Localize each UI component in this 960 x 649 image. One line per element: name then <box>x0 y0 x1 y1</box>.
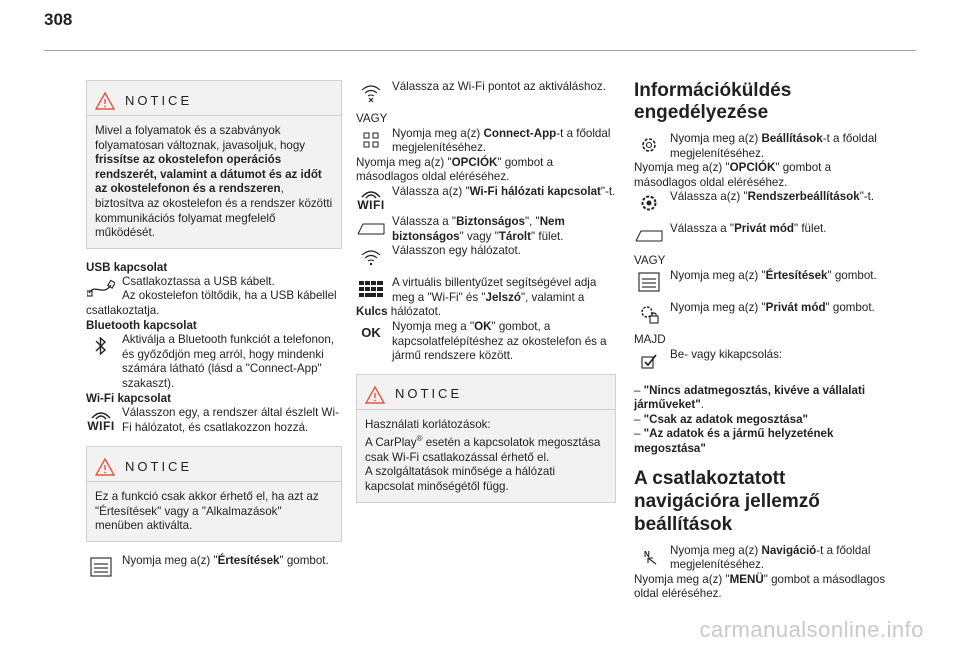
notice-line-1: Használati korlátozások: <box>365 417 491 431</box>
system-settings-icon <box>634 190 664 216</box>
notice-header <box>87 453 341 482</box>
security-tab-step <box>356 215 616 244</box>
wifi-activate-text: Válassza az Wi-Fi pontot az aktiváláshoz. <box>392 80 606 93</box>
notifications-icon <box>86 554 116 580</box>
toggle-step <box>634 348 896 374</box>
notice-text: Ez a funkció csak akkor érhető el, ha azt az "Értesítések" vagy a "Alkalmazások" menüben aktiválta. <box>95 490 319 533</box>
choose-network-step <box>356 244 616 270</box>
column-3 <box>634 80 896 602</box>
wifi-heading: Wi-Fi kapcsolat <box>86 391 171 405</box>
notifications-text: Nyomja meg a(z) "Értesítések" gombot. <box>670 268 877 282</box>
section-heading-connected-nav: A csatlakoztatott navigációra jellemző beállítások <box>634 467 820 535</box>
option-data-position: – "Az adatok és a jármű helyzetének megosztása" <box>634 427 834 455</box>
wifi-logo-icon: WIFI <box>356 185 386 215</box>
settings-step <box>634 132 896 161</box>
connect-app-step <box>356 127 616 156</box>
watermark: carmanualsonline.info <box>699 617 924 642</box>
bluetooth-text: Aktiválja a Bluetooth funkciót a telefonon, és győződjön meg arról, hogy mindenki számára látható (lásd a "Connect-App" szakaszt). <box>122 333 335 390</box>
header-rule <box>44 50 916 51</box>
usb-text-1: Csatlakoztassa a USB kábelt. <box>122 275 275 289</box>
svg-text:N: N <box>644 549 650 559</box>
notice-box-os-update <box>86 80 342 249</box>
ok-step <box>356 320 616 364</box>
wifi-logo-icon: WIFI <box>86 406 116 436</box>
menu-text: Nyomja meg a(z) "MENÜ" gombot a másodlagos oldal eléréséhez. <box>634 572 886 601</box>
column-1 <box>86 80 342 580</box>
private-tab-text: Válassza a "Privát mód" fület. <box>670 222 827 236</box>
keyboard-step <box>356 276 616 305</box>
keyboard-text: A virtuális billentyűzet segítségével adja meg a "Wi-Fi" és "Jelszó", valamint a <box>392 276 597 304</box>
ok-text: Nyomja meg a "OK" gombot, a kapcsolatfelépítéshez az okostelefon és a jármű rendszere között. <box>392 319 607 363</box>
private-mode-icon <box>634 301 664 327</box>
notifications-step <box>634 269 896 295</box>
column-2 <box>356 80 616 515</box>
warning-icon <box>365 386 385 404</box>
warning-icon <box>95 92 115 110</box>
wifi-network-text: Válassza a(z) "Wi-Fi hálózati kapcsolat"-t. <box>392 184 616 198</box>
notice-title: NOTICE <box>125 92 193 108</box>
choose-network-text: Válasszon egy hálózatot. <box>392 244 521 258</box>
private-mode-text: Nyomja meg a(z) "Privát mód" gombot. <box>670 300 875 314</box>
notifications-icon <box>634 269 664 295</box>
notifications-text: Nyomja meg a(z) "Értesítések" gombot. <box>122 553 329 567</box>
security-tab-text: Válassza a "Biztonságos", "Nem biztonságos" vagy "Tárolt" fület. <box>392 214 565 243</box>
or-label: VAGY <box>634 254 666 268</box>
wifi-icon <box>356 244 386 270</box>
navigation-step <box>634 544 896 573</box>
navigation-text: Nyomja meg a(z) Navigáció-t a főoldal megjelenítéséhez. <box>670 543 871 572</box>
settings-gear-icon <box>634 132 664 158</box>
or-label: VAGY <box>356 112 388 125</box>
wifi-step <box>86 406 342 436</box>
apps-grid-icon <box>356 127 386 153</box>
wifi-text: Válasszon egy, a rendszer által észlelt Wi-Fi hálózatot, és csatlakozzon hozzá. <box>122 406 339 434</box>
warning-icon <box>95 458 115 476</box>
system-settings-step <box>634 190 896 216</box>
usb-text-2: Az okostelefon töltődik, ha a USB kábellel csatlakoztatja. <box>86 289 337 317</box>
usb-heading: USB kapcsolat <box>86 260 168 274</box>
bluetooth-step <box>86 333 342 391</box>
usb-cable-icon <box>86 275 116 301</box>
notice-title: NOTICE <box>125 458 193 474</box>
wifi-activate-step <box>356 80 616 106</box>
bluetooth-heading: Bluetooth kapcsolat <box>86 318 197 332</box>
notifications-step <box>86 554 342 580</box>
option-no-sharing: – "Nincs adatmegosztás, kivéve a vállalati járműveket". <box>634 383 866 412</box>
options-text: Nyomja meg a(z) "OPCIÓK" gombot a másodlagos oldal eléréséhez. <box>356 155 554 184</box>
ok-button-icon: OK <box>361 324 381 340</box>
wifi-off-icon <box>356 80 386 106</box>
tab-icon <box>356 215 386 241</box>
then-label: MAJD <box>634 332 666 346</box>
toggle-text: Be- vagy kikapcsolás: <box>670 347 783 361</box>
page-number: 308 <box>44 10 73 29</box>
options-text: Nyomja meg a(z) "OPCIÓK" gombot a másodlagos oldal eléréséhez. <box>634 161 832 189</box>
notice-title: NOTICE <box>395 386 463 402</box>
system-settings-text: Válassza a(z) "Rendszerbeállítások"-t. <box>670 190 875 204</box>
navigation-icon <box>634 544 664 570</box>
notice-header <box>357 381 615 410</box>
checkbox-icon <box>634 348 664 374</box>
keyboard-text-cont: Kulcs hálózatot. <box>356 305 442 319</box>
private-mode-step <box>634 301 896 327</box>
notice-line-2: A CarPlay® esetén a kapcsolatok megosztása csak Wi-Fi csatlakozással érhető el. <box>365 434 601 464</box>
settings-text: Nyomja meg a(z) Beállítások-t a főoldal megjelenítéséhez. <box>670 132 877 160</box>
notice-header <box>87 87 341 116</box>
notice-text: Mivel a folyamatok és a szabványok folyamatosan változnak, javasoljuk, hogy frissítse az okostelefon operációs rendszerét, valamint a dátumot és az időt az okostelefonon és a rendszeren, biztosítva az okostelefon és a rendszer közötti kommunikációs folyamat megfelelő működését. <box>95 124 333 240</box>
section-heading-info-sharing: Információküldés engedélyezése <box>634 80 792 123</box>
bluetooth-icon <box>86 333 116 359</box>
option-data-only: – "Csak az adatok megosztása" <box>634 412 809 426</box>
tab-icon <box>634 222 664 248</box>
notice-line-3: A szolgáltatások minősége a hálózati kapcsolat minőségétől függ. <box>365 465 556 493</box>
notice-box-limitations <box>356 374 616 503</box>
private-tab-step <box>634 222 896 248</box>
keyboard-icon <box>356 276 386 302</box>
wifi-network-step <box>356 185 616 215</box>
notice-box-activation <box>86 446 342 542</box>
connect-app-text: Nyomja meg a(z) Connect-App-t a főoldal megjelenítéséhez. <box>392 126 611 155</box>
